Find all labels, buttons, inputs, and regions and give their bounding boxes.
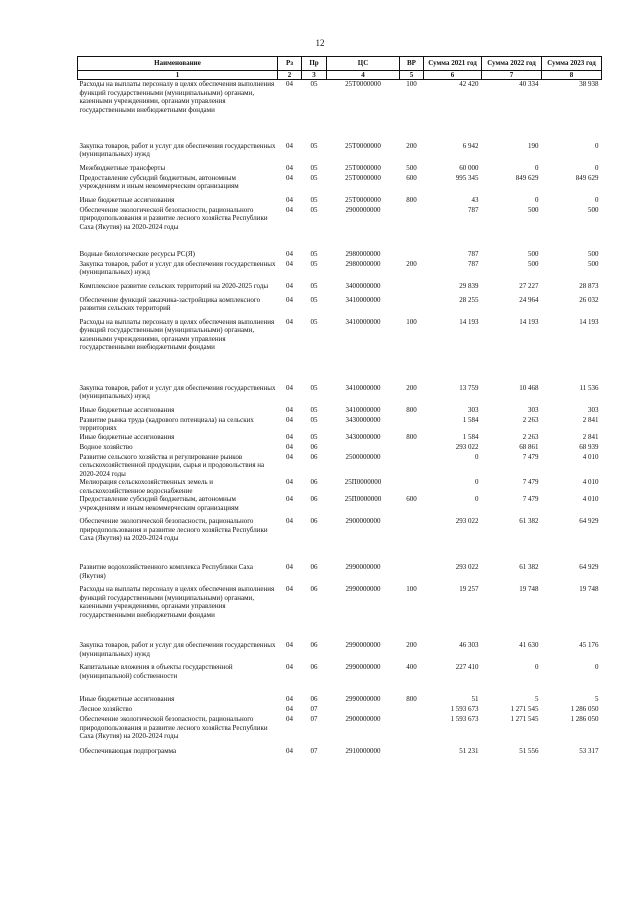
row-sum-2021: 227 410 bbox=[455, 663, 479, 671]
row-sum-2021: 60 000 bbox=[459, 163, 479, 172]
row-sum-2023: 64 929 bbox=[579, 563, 599, 571]
table-row bbox=[78, 517, 602, 563]
column-number: 7 bbox=[482, 70, 542, 80]
row-sum-2022: 1 271 545 bbox=[510, 705, 539, 713]
row-cs bbox=[327, 443, 400, 453]
row-cs: 25Т0000000 bbox=[345, 195, 381, 204]
row-vr bbox=[400, 705, 424, 715]
row-sum-2022: 61 382 bbox=[519, 517, 539, 525]
row-pr: 05 bbox=[310, 249, 318, 258]
row-rz: 04 bbox=[286, 563, 293, 571]
row-name: Иные бюджетные ассигнования bbox=[79, 432, 175, 441]
row-sum-2022: 27 227 bbox=[519, 281, 539, 290]
table-row bbox=[78, 495, 602, 517]
row-vr: 800 bbox=[406, 695, 417, 703]
column-number: 5 bbox=[400, 70, 424, 80]
row-cs: 3430000000 bbox=[345, 432, 381, 441]
table-row bbox=[78, 174, 602, 196]
row-cs: 25Т0000000 bbox=[345, 173, 381, 182]
table-row bbox=[78, 443, 602, 453]
row-pr: 06 bbox=[310, 641, 318, 649]
row-vr: 800 bbox=[406, 405, 417, 414]
row-sum-2021: 0 bbox=[475, 495, 479, 503]
row-sum-2022: 51 556 bbox=[519, 747, 539, 755]
row-rz: 04 bbox=[286, 281, 293, 290]
row-cs: 3410000000 bbox=[345, 317, 381, 326]
row-pr: 07 bbox=[310, 715, 318, 723]
row-vr: 800 bbox=[406, 195, 417, 204]
row-vr: 100 bbox=[406, 585, 417, 593]
header-cs: ЦС bbox=[327, 57, 400, 71]
row-name: Обеспечение экологической безопасности, рационального природопользования и развитие лесного хозяйства Республики Саха (Якутия) на 2020-2024 годы bbox=[79, 715, 268, 740]
row-pr: 05 bbox=[310, 281, 318, 290]
row-pr: 06 bbox=[310, 478, 318, 486]
row-sum-2023: 0 bbox=[595, 663, 599, 671]
row-cs: 25П0000000 bbox=[344, 478, 382, 486]
row-rz: 04 bbox=[286, 452, 293, 461]
row-name: Лесное хозяйство bbox=[79, 705, 133, 713]
row-sum-2021: 28 255 bbox=[459, 295, 479, 304]
table-body bbox=[78, 80, 602, 758]
table-row bbox=[78, 80, 602, 142]
row-name: Развитие водохозяйственного комплекса Республики Саха (Якутия) bbox=[79, 563, 253, 580]
row-sum-2021: 46 303 bbox=[459, 641, 479, 649]
row-name: Развитие сельского хозяйства и регулирование рынков сельскохозяйственной продукции, сырья и продовольствия на 2020-2024 годы bbox=[79, 452, 265, 478]
row-sum-2022: 40 334 bbox=[519, 80, 539, 88]
row-sum-2021: 1 584 bbox=[462, 432, 479, 441]
row-sum-2021: 51 bbox=[471, 695, 479, 703]
row-name: Расходы на выплаты персоналу в целях обеспечения выполнения функций государственными (муниципальными) органами, казенными учреждениями, органами управления государственными внебюджетными фондами bbox=[79, 80, 275, 114]
row-cs: 25Т0000000 bbox=[345, 80, 381, 88]
row-pr: 06 bbox=[310, 495, 318, 503]
row-rz: 04 bbox=[286, 173, 293, 182]
row-rz: 04 bbox=[286, 415, 293, 424]
row-name: Иные бюджетные ассигнования bbox=[79, 405, 175, 414]
row-vr bbox=[400, 563, 424, 585]
row-sum-2021: 43 bbox=[471, 195, 479, 204]
row-sum-2022: 500 bbox=[528, 205, 539, 214]
header-sum-2023: Сумма 2023 год bbox=[542, 57, 602, 71]
row-rz: 04 bbox=[286, 163, 293, 172]
row-cs: 3430000000 bbox=[345, 415, 381, 424]
row-rz: 04 bbox=[286, 205, 293, 214]
row-sum-2021: 787 bbox=[468, 249, 479, 258]
row-rz: 04 bbox=[286, 641, 293, 649]
row-rz: 04 bbox=[286, 80, 293, 88]
table-row bbox=[78, 695, 602, 705]
row-rz: 04 bbox=[286, 705, 293, 713]
header-row bbox=[78, 57, 602, 71]
row-sum-2023: 19 748 bbox=[579, 585, 599, 593]
row-sum-2022: 0 bbox=[535, 195, 539, 204]
row-sum-2023: 500 bbox=[588, 249, 599, 258]
row-pr: 05 bbox=[310, 383, 318, 392]
table-row bbox=[78, 563, 602, 585]
row-cs: 2990000000 bbox=[345, 641, 381, 649]
row-rz: 04 bbox=[286, 432, 293, 441]
row-sum-2023: 4 010 bbox=[582, 478, 599, 486]
row-sum-2022: 14 193 bbox=[519, 317, 539, 326]
row-vr bbox=[400, 296, 424, 318]
row-sum-2023: 11 536 bbox=[579, 383, 599, 392]
row-cs: 3410000000 bbox=[345, 295, 381, 304]
row-pr: 06 bbox=[310, 563, 318, 571]
row-name: Закупка товаров, работ и услуг для обеспечения государственных (муниципальных) нужд bbox=[79, 383, 276, 400]
row-name: Закупка товаров, работ и услуг для обеспечения государственных (муниципальных) нужд bbox=[79, 259, 276, 276]
column-number: 2 bbox=[278, 70, 302, 80]
row-name: Закупка товаров, работ и услуг для обеспечения государственных (муниципальных) нужд bbox=[79, 141, 276, 158]
row-cs: 2990000000 bbox=[345, 585, 381, 593]
table-row bbox=[78, 318, 602, 384]
row-sum-2021: 1 584 bbox=[462, 415, 479, 424]
row-vr bbox=[400, 478, 424, 495]
row-rz: 04 bbox=[286, 715, 293, 723]
header-vr: ВР bbox=[400, 57, 424, 71]
row-name: Мелиорация сельскохозяйственных земель и сельскохозяйственное водоснабжение bbox=[79, 478, 214, 495]
row-sum-2023: 849 629 bbox=[575, 173, 599, 182]
row-cs bbox=[327, 705, 400, 715]
row-vr: 800 bbox=[406, 432, 417, 441]
row-pr: 06 bbox=[310, 442, 318, 451]
row-sum-2021: 42 420 bbox=[459, 80, 479, 88]
table-row bbox=[78, 260, 602, 282]
table-row bbox=[78, 705, 602, 715]
header-pr: Пр bbox=[302, 57, 327, 71]
row-rz: 04 bbox=[286, 383, 293, 392]
row-rz: 04 bbox=[286, 695, 293, 703]
row-sum-2022: 7 479 bbox=[522, 478, 539, 486]
row-pr: 05 bbox=[310, 163, 318, 172]
row-vr: 600 bbox=[406, 173, 417, 182]
column-number: 4 bbox=[327, 70, 400, 80]
row-sum-2023: 4 010 bbox=[582, 452, 599, 461]
row-pr: 05 bbox=[310, 173, 318, 182]
row-sum-2023: 500 bbox=[588, 259, 599, 268]
row-cs: 2900000000 bbox=[345, 205, 381, 214]
row-sum-2023: 68 939 bbox=[579, 442, 599, 451]
row-pr: 05 bbox=[310, 141, 318, 150]
row-sum-2021: 787 bbox=[468, 259, 479, 268]
row-sum-2021: 13 759 bbox=[459, 383, 479, 392]
table-row bbox=[78, 282, 602, 296]
row-rz: 04 bbox=[286, 442, 293, 451]
row-sum-2021: 995 345 bbox=[455, 173, 479, 182]
row-sum-2022: 61 382 bbox=[519, 563, 539, 571]
row-name: Межбюджетные трансферты bbox=[79, 163, 166, 172]
row-sum-2023: 0 bbox=[595, 141, 599, 150]
table-row bbox=[78, 142, 602, 164]
row-sum-2022: 500 bbox=[528, 249, 539, 258]
table-row bbox=[78, 416, 602, 433]
row-rz: 04 bbox=[286, 478, 293, 486]
budget-table bbox=[77, 56, 602, 757]
row-pr: 05 bbox=[310, 205, 318, 214]
table-row bbox=[78, 663, 602, 695]
row-rz: 04 bbox=[286, 249, 293, 258]
table-row bbox=[78, 296, 602, 318]
table-row bbox=[78, 747, 602, 757]
row-cs: 2990000000 bbox=[345, 563, 381, 571]
row-sum-2023: 0 bbox=[595, 163, 599, 172]
row-sum-2021: 293 022 bbox=[455, 563, 479, 571]
row-rz: 04 bbox=[286, 317, 293, 326]
row-cs: 3410000000 bbox=[345, 383, 381, 392]
row-vr bbox=[400, 517, 424, 563]
row-cs: 2910000000 bbox=[345, 747, 381, 755]
row-cs: 3400000000 bbox=[345, 281, 381, 290]
row-vr: 200 bbox=[406, 383, 417, 392]
row-sum-2023: 38 938 bbox=[579, 80, 599, 88]
row-cs: 2900000000 bbox=[345, 517, 381, 525]
row-vr: 500 bbox=[406, 163, 417, 172]
row-sum-2023: 45 176 bbox=[579, 641, 599, 649]
row-rz: 04 bbox=[286, 585, 293, 593]
row-pr: 05 bbox=[310, 295, 318, 304]
row-rz: 04 bbox=[286, 295, 293, 304]
row-rz: 04 bbox=[286, 405, 293, 414]
row-sum-2021: 293 022 bbox=[455, 517, 479, 525]
row-vr bbox=[400, 715, 424, 747]
row-sum-2022: 2 263 bbox=[522, 432, 539, 441]
row-pr: 07 bbox=[310, 705, 318, 713]
table-row bbox=[78, 406, 602, 416]
row-sum-2022: 500 bbox=[528, 259, 539, 268]
row-pr: 06 bbox=[310, 452, 318, 461]
row-name: Иные бюджетные ассигнования bbox=[79, 195, 175, 204]
row-vr: 100 bbox=[406, 317, 417, 326]
row-vr bbox=[400, 250, 424, 260]
row-pr: 06 bbox=[310, 663, 318, 671]
row-name: Капитальные вложения в объекты государственной (муниципальной) собственности bbox=[79, 663, 233, 680]
header-sum-2022: Сумма 2022 год bbox=[482, 57, 542, 71]
table-row bbox=[78, 453, 602, 479]
row-sum-2023: 4 010 bbox=[582, 495, 599, 503]
row-sum-2022: 5 bbox=[535, 695, 539, 703]
row-sum-2022: 0 bbox=[535, 163, 539, 172]
row-sum-2023: 14 193 bbox=[579, 317, 599, 326]
row-name: Обеспечивающая подпрограмма bbox=[79, 747, 177, 755]
table-row bbox=[78, 433, 602, 443]
row-sum-2022: 2 263 bbox=[522, 415, 539, 424]
row-cs: 2990000000 bbox=[345, 663, 381, 671]
row-sum-2021: 29 839 bbox=[459, 281, 479, 290]
row-sum-2021: 14 193 bbox=[459, 317, 479, 326]
row-pr: 05 bbox=[310, 415, 318, 424]
row-vr: 200 bbox=[406, 141, 417, 150]
row-vr bbox=[400, 747, 424, 757]
row-name: Водное хозяйство bbox=[79, 442, 133, 451]
row-name: Предоставление субсидий бюджетным, автономным учреждениям и иным некоммерческим организациям bbox=[79, 173, 239, 190]
row-sum-2022: 1 271 545 bbox=[510, 715, 539, 723]
row-name: Развитие рынка труда (кадрового потенциала) на сельских территориях bbox=[79, 415, 254, 432]
page-number: 12 bbox=[315, 38, 325, 48]
row-pr: 06 bbox=[310, 585, 318, 593]
table-row bbox=[78, 250, 602, 260]
row-vr bbox=[400, 206, 424, 250]
row-pr: 05 bbox=[310, 405, 318, 414]
row-name: Обеспечение экологической безопасности, рационального природопользования и развитие лесного хозяйства Республики Саха (Якутия) на 2020-2024 годы bbox=[79, 205, 268, 231]
table-row bbox=[78, 478, 602, 495]
table-row bbox=[78, 196, 602, 206]
row-cs: 3410000000 bbox=[345, 405, 381, 414]
row-sum-2023: 303 bbox=[588, 405, 599, 414]
row-cs: 2980000000 bbox=[345, 259, 381, 268]
table-row bbox=[78, 164, 602, 174]
row-sum-2021: 787 bbox=[468, 205, 479, 214]
row-pr: 05 bbox=[310, 317, 318, 326]
row-sum-2021: 6 942 bbox=[462, 141, 479, 150]
row-sum-2023: 0 bbox=[595, 195, 599, 204]
row-vr bbox=[400, 416, 424, 433]
column-number: 3 bbox=[302, 70, 327, 80]
row-vr: 400 bbox=[406, 663, 417, 671]
row-vr: 200 bbox=[406, 259, 417, 268]
row-rz: 04 bbox=[286, 259, 293, 268]
row-name: Комплексное развитие сельских территорий на 2020-2025 годы bbox=[79, 281, 269, 290]
row-name: Водные биологические ресурсы РС(Я) bbox=[79, 249, 195, 258]
row-vr bbox=[400, 453, 424, 479]
column-number: 8 bbox=[542, 70, 602, 80]
row-sum-2023: 64 929 bbox=[579, 517, 599, 525]
row-vr: 600 bbox=[406, 495, 417, 503]
row-sum-2023: 53 317 bbox=[579, 747, 599, 755]
row-sum-2022: 7 479 bbox=[522, 495, 539, 503]
row-sum-2021: 1 593 673 bbox=[450, 715, 479, 723]
row-rz: 04 bbox=[286, 195, 293, 204]
table-row bbox=[78, 206, 602, 250]
row-name: Обеспечение функций заказчика-застройщика комплексного развития сельских территорий bbox=[79, 295, 261, 312]
row-cs: 2990000000 bbox=[345, 695, 381, 703]
row-vr bbox=[400, 443, 424, 453]
header-sum-2021: Сумма 2021 год bbox=[424, 57, 482, 71]
header-name: Наименование bbox=[78, 57, 278, 71]
row-pr: 06 bbox=[310, 517, 318, 525]
table-row bbox=[78, 715, 602, 747]
row-sum-2022: 68 861 bbox=[519, 442, 539, 451]
row-sum-2023: 28 873 bbox=[579, 281, 599, 290]
row-vr: 200 bbox=[406, 641, 417, 649]
row-rz: 04 bbox=[286, 495, 293, 503]
column-number-row bbox=[78, 70, 602, 80]
row-pr: 05 bbox=[310, 432, 318, 441]
row-name: Обеспечение экологической безопасности, рационального природопользования и развитие лесного хозяйства Республики Саха (Якутия) на 2020-2024 годы bbox=[79, 517, 268, 542]
row-name: Предоставление субсидий бюджетным, автономным учреждениям и иным некоммерческим организациям bbox=[79, 495, 239, 512]
row-sum-2023: 500 bbox=[588, 205, 599, 214]
row-cs: 2980000000 bbox=[345, 249, 381, 258]
row-sum-2021: 1 593 673 bbox=[450, 705, 479, 713]
row-sum-2023: 1 286 050 bbox=[570, 705, 599, 713]
row-cs: 25Т0000000 bbox=[345, 163, 381, 172]
row-sum-2023: 1 286 050 bbox=[570, 715, 599, 723]
row-pr: 06 bbox=[310, 695, 318, 703]
table-row bbox=[78, 585, 602, 641]
row-rz: 04 bbox=[286, 517, 293, 525]
table-row bbox=[78, 641, 602, 663]
row-sum-2022: 24 964 bbox=[519, 295, 539, 304]
row-sum-2022: 19 748 bbox=[519, 585, 539, 593]
row-name: Закупка товаров, работ и услуг для обеспечения государственных (муниципальных) нужд bbox=[79, 641, 276, 658]
row-sum-2021: 303 bbox=[468, 405, 479, 414]
row-sum-2021: 0 bbox=[475, 478, 479, 486]
column-number: 1 bbox=[78, 70, 278, 80]
column-number: 6 bbox=[424, 70, 482, 80]
row-cs: 2900000000 bbox=[345, 715, 381, 723]
row-sum-2022: 7 479 bbox=[522, 452, 539, 461]
row-pr: 05 bbox=[310, 259, 318, 268]
row-pr: 05 bbox=[310, 195, 318, 204]
table-row bbox=[78, 384, 602, 406]
row-sum-2022: 849 629 bbox=[515, 173, 539, 182]
row-sum-2023: 26 032 bbox=[579, 295, 599, 304]
row-cs: 25П0000000 bbox=[344, 495, 382, 503]
row-sum-2022: 41 630 bbox=[519, 641, 539, 649]
row-cs: 2500000000 bbox=[345, 452, 381, 461]
row-name: Расходы на выплаты персоналу в целях обеспечения выполнения функций государственными (муниципальными) органами, казенными учреждениями, органами управления государственными внебюджетными фондами bbox=[79, 585, 275, 619]
row-sum-2022: 10 468 bbox=[519, 383, 539, 392]
row-vr: 100 bbox=[406, 80, 417, 88]
row-sum-2023: 2 841 bbox=[582, 432, 599, 441]
row-name: Расходы на выплаты персоналу в целях обеспечения выполнения функций государственными (муниципальными) органами, казенными учреждениями, органами управления государственными внебюджетными фондами bbox=[79, 317, 275, 351]
row-pr: 07 bbox=[310, 747, 318, 755]
row-rz: 04 bbox=[286, 141, 293, 150]
row-sum-2021: 0 bbox=[475, 452, 479, 461]
row-sum-2021: 19 257 bbox=[459, 585, 479, 593]
row-sum-2021: 51 231 bbox=[459, 747, 479, 755]
row-name: Иные бюджетные ассигнования bbox=[79, 695, 175, 703]
row-sum-2022: 303 bbox=[528, 405, 539, 414]
row-cs: 25Т0000000 bbox=[345, 141, 381, 150]
row-sum-2021: 293 022 bbox=[455, 442, 479, 451]
row-sum-2023: 2 841 bbox=[582, 415, 599, 424]
row-pr: 05 bbox=[310, 80, 318, 88]
row-sum-2023: 5 bbox=[595, 695, 599, 703]
row-sum-2022: 190 bbox=[528, 141, 539, 150]
row-rz: 04 bbox=[286, 747, 293, 755]
header-rz: Рз bbox=[278, 57, 302, 71]
row-sum-2022: 0 bbox=[535, 663, 539, 671]
row-vr bbox=[400, 282, 424, 296]
row-rz: 04 bbox=[286, 663, 293, 671]
